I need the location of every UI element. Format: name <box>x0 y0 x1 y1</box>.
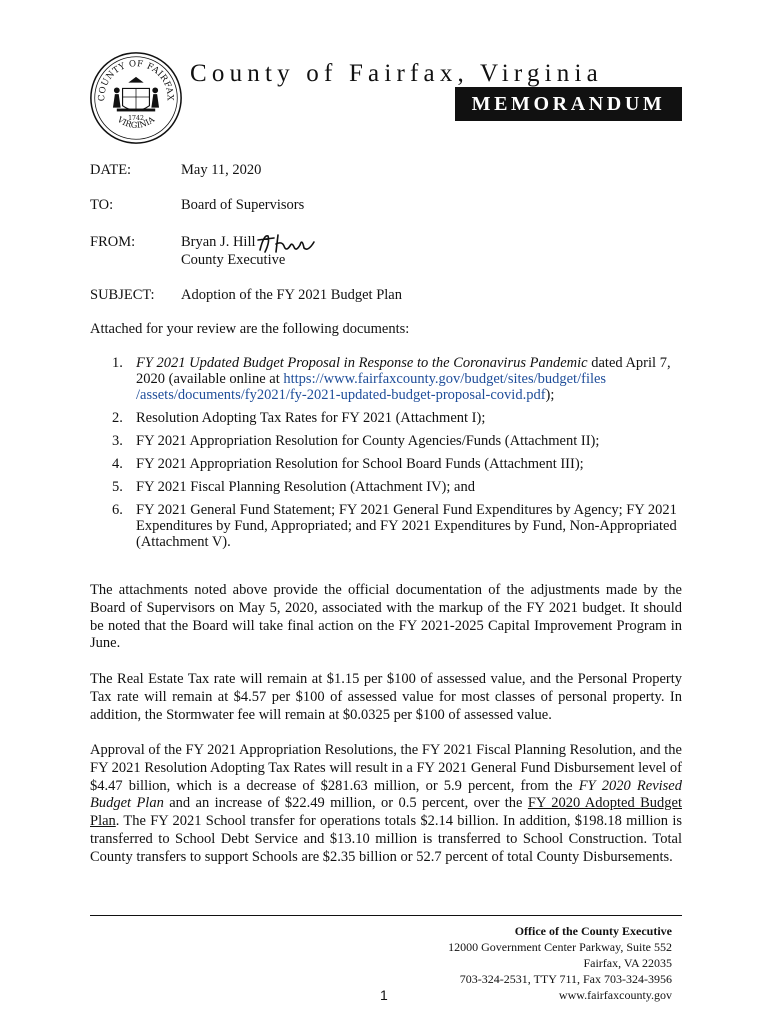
footer-phone: 703-324-2531, TTY 711, Fax 703-324-3956 <box>459 972 672 986</box>
list-item: 5. FY 2021 Fiscal Planning Resolution (Attachment IV); and <box>112 479 475 495</box>
list-item: 4. FY 2021 Appropriation Resolution for School Board Funds (Attachment III); <box>112 456 584 472</box>
page-number: 1 <box>380 987 388 1003</box>
intro-text: Attached for your review are the following documents: <box>90 321 410 337</box>
seal-top-text: COUNTY OF FAIRFAX <box>97 59 175 102</box>
footer-office: Office of the County Executive <box>514 924 672 938</box>
footer-address-2: Fairfax, VA 22035 <box>583 956 672 970</box>
budget-proposal-title: FY 2021 Updated Budget Proposal in Response to the Coronavirus Pandemic <box>136 355 588 371</box>
from-label: FROM: <box>90 234 136 250</box>
to-value: Board of Supervisors <box>181 197 305 213</box>
list-item: 2. Resolution Adopting Tax Rates for FY 2021 (Attachment I); <box>112 410 486 426</box>
date-value: May 11, 2020 <box>181 162 262 178</box>
seal-bottom-text: VIRGINIA <box>115 114 157 130</box>
date-label: DATE: <box>90 162 132 178</box>
footer-website[interactable]: www.fairfaxcounty.gov <box>558 988 672 1002</box>
paragraph-adjustments: The attachments noted above provide the official documentation of the adjustments made by the Board of Supervisors on May 5, 2020, associated with the markup of the FY 2021 budget. It should be noted that the Board will take final action on the FY 2021-2025 Capital Improvement Program in June. <box>90 582 682 652</box>
county-seal-icon <box>88 50 184 146</box>
seal-year: 1742 <box>128 115 144 123</box>
signature-image <box>256 230 318 256</box>
list-item: 6. FY 2021 General Fund Statement; FY 2021 General Fund Expenditures by Agency; FY 2021 Expenditures by Fund, Appropriated; and FY 2021 Expenditures by Fund, Non-Appropriated (Attachment V). <box>112 502 677 550</box>
budget-proposal-link[interactable]: https://www.fairfaxcounty.gov/budget/sites/budget/files /assets/documents/fy2021/fy-2021-updated-budget-proposal-covid.pdf <box>136 371 607 403</box>
subject-value: Adoption of the FY 2021 Budget Plan <box>181 287 402 303</box>
subject-label: SUBJECT: <box>90 287 155 303</box>
to-label: TO: <box>90 197 114 213</box>
list-item: 3. FY 2021 Appropriation Resolution for County Agencies/Funds (Attachment II); <box>112 433 600 449</box>
footer-address-1: 12000 Government Center Parkway, Suite 552 <box>448 940 672 954</box>
attachment-list <box>90 355 682 557</box>
paragraph-disbursements: Approval of the FY 2021 Appropriation Resolutions, the FY 2021 Fiscal Planning Resolution, and the FY 2021 Resolution Adopting Tax Rates will result in a FY 2021 General Fund Disbursement level of $4.47 billion, which is a decrease of $281.63 million, or 5.9 percent, from the FY 2020 Revised Budget Plan and an increase of $22.49 million, or 0.5 percent, over the FY 2020 Adopted Budget Plan. The FY 2021 School transfer for operations totals $2.14 billion. In addition, $198.18 million is transferred to School Debt Service and $13.10 million is transferred to School Construction. Total County transfers to support Schools are $2.35 billion or 52.7 percent of total County Disbursements. <box>90 742 682 865</box>
from-title: County Executive <box>181 252 286 268</box>
footer-divider <box>90 915 682 916</box>
from-name: Bryan J. Hill <box>181 234 256 250</box>
paragraph-tax-rates: The Real Estate Tax rate will remain at $1.15 per $100 of assessed value, and the Personal Property Tax rate will remain at $4.57 per $100 of assessed value for most classes of personal property. In addition, the Stormwater fee will remain at $0.0325 per $100 of assessed value. <box>90 671 682 723</box>
memorandum-banner: MEMORANDUM <box>455 87 682 121</box>
footer-contact <box>448 923 672 1003</box>
county-title: County of Fairfax, Virginia <box>190 60 603 87</box>
list-item: 1. FY 2021 Updated Budget Proposal in Response to the Coronavirus Pandemic dated April 7, 2020 (available online at https://www.fairfaxcounty.gov/budget/sites/budget/files /assets/documents/fy2021/fy-2021-updated-budget-proposal-covid.pdf); <box>112 355 671 403</box>
